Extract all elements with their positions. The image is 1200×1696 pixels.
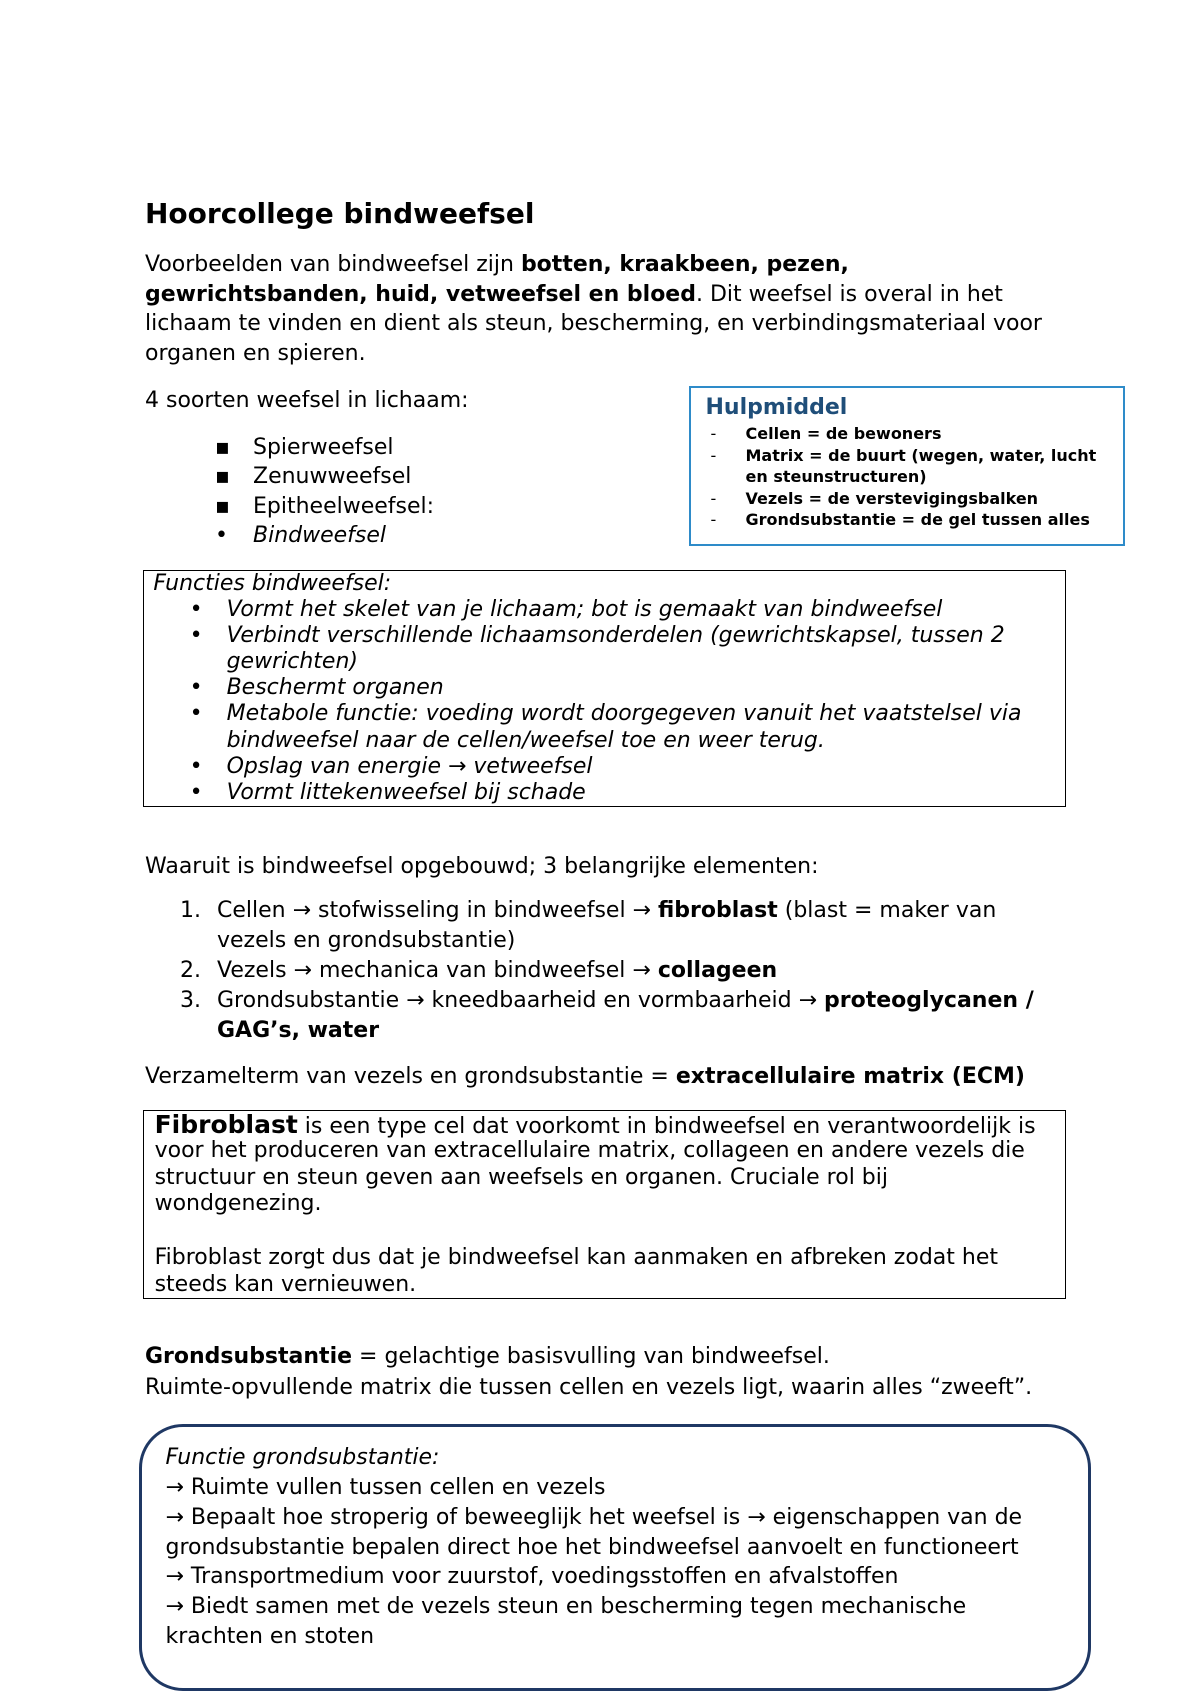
tissue-list-item bbox=[145, 521, 434, 551]
text-line bbox=[217, 896, 1034, 926]
function-item bbox=[144, 675, 1065, 701]
square-bullet-icon: ▪ bbox=[215, 434, 230, 460]
text-line bbox=[166, 1622, 1023, 1652]
list-item-text bbox=[746, 488, 1124, 510]
list-item-text bbox=[217, 896, 1034, 956]
text-run: Verzamelterm van vezels en grondsubstantie = bbox=[145, 1064, 676, 1089]
text-line bbox=[217, 986, 1034, 1016]
text-line bbox=[145, 280, 1042, 310]
list-item-text bbox=[227, 623, 1065, 675]
text-run: → Ruimte vullen tussen cellen en vezels bbox=[165, 1475, 606, 1501]
text-line bbox=[145, 339, 1042, 369]
text-run: . Dit weefsel is overal in het bbox=[695, 281, 1003, 307]
text-line bbox=[746, 445, 1124, 467]
text-run: → Transportmedium voor zuurstof, voedingsstoffen en afvalstoffen bbox=[165, 1564, 899, 1590]
text-line bbox=[166, 1473, 1023, 1503]
text-run: bindweefsel naar de cellen/weefsel toe en weer terug. bbox=[226, 727, 825, 753]
text-line bbox=[746, 423, 1124, 445]
text-run: Matrix = de buurt (wegen, water, lucht bbox=[745, 445, 1097, 465]
hulpmiddel-item bbox=[691, 488, 1123, 510]
text-line bbox=[253, 433, 434, 463]
text-line bbox=[145, 309, 1042, 339]
text-run: Bindweefsel bbox=[253, 523, 387, 548]
ground-substance-functions-heading: Functie grondsubstantie: bbox=[165, 1445, 440, 1471]
text-run: krachten en stoten bbox=[165, 1624, 375, 1650]
text-line bbox=[166, 1562, 1023, 1592]
text-run: Zenuwweefsel bbox=[253, 464, 412, 489]
tissue-list-item bbox=[145, 433, 434, 463]
list-number: 2. bbox=[180, 957, 201, 983]
list-item-text bbox=[253, 521, 434, 551]
ground-substance-functions-box bbox=[139, 1424, 1091, 1691]
ground-substance-definition bbox=[145, 1342, 1032, 1403]
text-run: Vormt littekenweefsel bij schade bbox=[226, 780, 586, 805]
text-run: gewrichten) bbox=[226, 649, 358, 675]
text-run: Vormt het skelet van je lichaam; bot is gemaakt van bindweefsel bbox=[226, 596, 943, 622]
text-line bbox=[217, 926, 1034, 956]
bold-term: GAG’s, water bbox=[217, 1017, 380, 1043]
text-run: Epitheelweefsel: bbox=[253, 493, 435, 519]
text-run: → Biedt samen met de vezels steun en bescherming tegen mechanische bbox=[165, 1594, 967, 1620]
square-bullet-icon: ▪ bbox=[215, 493, 230, 519]
structure-item bbox=[145, 986, 1034, 1046]
text-line bbox=[155, 1112, 1036, 1138]
bold-term: botten, kraakbeen, pezen, bbox=[520, 252, 849, 278]
bold-term: Grondsubstantie bbox=[145, 1344, 353, 1370]
text-run: organen en spieren. bbox=[145, 340, 366, 366]
text-line bbox=[746, 488, 1124, 510]
text-run: grondsubstantie bepalen direct hoe het bindweefsel aanvoelt en functioneert bbox=[165, 1534, 1019, 1560]
tissues-heading: 4 soorten weefsel in lichaam: bbox=[145, 387, 469, 413]
bold-term: Fibroblast bbox=[154, 1110, 298, 1140]
function-item bbox=[144, 754, 1065, 780]
list-number: 3. bbox=[180, 987, 201, 1013]
bullet-icon: • bbox=[189, 596, 203, 622]
text-line bbox=[253, 492, 434, 522]
text-line bbox=[155, 1191, 1036, 1217]
square-bullet-icon: ▪ bbox=[215, 464, 230, 489]
hulpmiddel-item bbox=[691, 423, 1123, 445]
text-line bbox=[746, 466, 1124, 488]
dash-marker: - bbox=[710, 488, 717, 508]
text-line bbox=[253, 521, 434, 551]
text-run: voor het produceren van extracellulaire matrix, collageen en andere vezels die bbox=[154, 1138, 1025, 1164]
tissue-list-item bbox=[145, 492, 434, 522]
text-line bbox=[155, 1272, 998, 1298]
text-line bbox=[166, 1533, 1023, 1563]
dash-marker: - bbox=[710, 424, 717, 443]
text-run: = gelachtige basisvulling van bindweefsel. bbox=[352, 1344, 830, 1370]
text-run: Spierweefsel bbox=[253, 434, 394, 460]
dash-marker: - bbox=[710, 445, 717, 465]
text-run: en steunstructuren) bbox=[745, 467, 927, 486]
text-line bbox=[217, 956, 1034, 986]
function-item bbox=[144, 701, 1065, 753]
bold-term: extracellulaire matrix (ECM) bbox=[675, 1064, 1025, 1089]
text-line bbox=[227, 728, 1065, 754]
text-run: Grondsubstantie → kneedbaarheid en vormbaarheid → bbox=[217, 987, 825, 1013]
hulpmiddel-title: Hulpmiddel bbox=[705, 394, 848, 420]
square-bullet-icon: • bbox=[215, 523, 228, 548]
ground-substance-functions-lines bbox=[166, 1473, 1023, 1652]
tissue-types-list bbox=[145, 433, 434, 551]
ground-substance-functions-content bbox=[166, 1443, 1023, 1652]
list-item-text bbox=[253, 492, 434, 522]
bullet-icon: • bbox=[189, 753, 203, 779]
text-line bbox=[166, 1503, 1023, 1533]
structure-item bbox=[145, 956, 1034, 986]
dash-marker: - bbox=[710, 510, 717, 529]
list-item-text bbox=[217, 986, 1034, 1046]
text-line bbox=[155, 1245, 998, 1271]
text-run: structuur en steun geven aan weefsels en organen. Cruciale rol bij bbox=[154, 1164, 888, 1190]
text-run: Metabole functie: voeding wordt doorgegeven vanuit het vaatstelsel via bbox=[226, 701, 1022, 727]
ecm-definition bbox=[145, 1062, 1025, 1092]
text-line bbox=[746, 509, 1124, 531]
text-line bbox=[217, 1016, 1034, 1046]
text-run: → Bepaalt hoe stroperig of beweeglijk het weefsel is → eigenschappen van de bbox=[165, 1504, 1023, 1530]
list-item-text bbox=[227, 780, 1065, 806]
text-line bbox=[155, 1165, 1036, 1191]
bullet-icon: • bbox=[189, 675, 203, 701]
function-item bbox=[144, 780, 1065, 806]
bullet-icon: • bbox=[189, 780, 203, 805]
hulpmiddel-box bbox=[689, 386, 1125, 546]
hulpmiddel-item bbox=[691, 445, 1123, 488]
fibroblast-box bbox=[143, 1110, 1066, 1299]
list-item-text bbox=[227, 597, 1065, 623]
text-line bbox=[166, 1592, 1023, 1622]
bold-term: fibroblast bbox=[658, 897, 778, 923]
function-item bbox=[144, 623, 1065, 675]
text-line bbox=[227, 623, 1065, 649]
text-run: Verbindt verschillende lichaamsonderdelen (gewrichtskapsel, tussen 2 bbox=[226, 622, 1005, 648]
list-number: 1. bbox=[180, 897, 201, 923]
bold-term: gewrichtsbanden, huid, vetweefsel en bloed bbox=[145, 281, 696, 307]
page-title: Hoorcollege bindweefsel bbox=[145, 197, 535, 230]
functions-list bbox=[144, 597, 1065, 807]
bullet-icon: • bbox=[189, 701, 203, 727]
structure-numbered-list bbox=[145, 896, 1034, 1046]
text-run: vezels en grondsubstantie) bbox=[217, 927, 516, 953]
text-line bbox=[253, 462, 434, 492]
functions-box bbox=[143, 570, 1066, 807]
text-run: wondgenezing. bbox=[154, 1190, 322, 1216]
list-item-text bbox=[227, 701, 1065, 753]
text-run: Opslag van energie → vetweefsel bbox=[226, 753, 593, 779]
text-run: Ruimte-opvullende matrix die tussen cellen en vezels ligt, waarin alles “zweeft”. bbox=[145, 1374, 1033, 1400]
fibroblast-note bbox=[155, 1245, 998, 1297]
list-item-text bbox=[227, 675, 1065, 701]
list-item-text bbox=[746, 423, 1124, 445]
hulpmiddel-item bbox=[691, 509, 1123, 531]
text-run: Cellen → stofwisseling in bindweefsel → bbox=[217, 897, 658, 923]
text-run: Voorbeelden van bindweefsel zijn bbox=[145, 252, 521, 278]
list-item-text bbox=[746, 445, 1124, 488]
list-item-text bbox=[227, 754, 1065, 780]
tissue-list-item bbox=[145, 462, 434, 492]
text-run: (blast = maker van bbox=[777, 897, 997, 923]
list-item-text bbox=[746, 509, 1124, 531]
text-line bbox=[227, 597, 1065, 623]
text-line bbox=[227, 701, 1065, 727]
text-line bbox=[227, 754, 1065, 780]
text-line bbox=[227, 780, 1065, 806]
text-line bbox=[145, 1373, 1032, 1404]
structure-heading: Waaruit is bindweefsel opgebouwd; 3 belangrijke elementen: bbox=[145, 853, 819, 879]
text-run: Vezels → mechanica van bindweefsel → bbox=[217, 957, 658, 983]
text-run: is een type cel dat voorkomt in bindweefsel en verantwoordelijk is bbox=[297, 1114, 1036, 1140]
text-run: lichaam te vinden en dient als steun, bescherming, en verbindingsmateriaal voor bbox=[145, 311, 1042, 337]
text-line bbox=[145, 1342, 1032, 1373]
fibroblast-description bbox=[155, 1112, 1036, 1217]
text-line bbox=[145, 250, 1042, 280]
text-line bbox=[145, 1062, 1025, 1092]
bold-term: proteoglycanen / bbox=[824, 987, 1034, 1013]
text-line bbox=[155, 1138, 1036, 1164]
text-run: Vezels = de verstevigingsbalken bbox=[745, 488, 1039, 508]
text-line bbox=[227, 649, 1065, 675]
functions-heading: Functies bindweefsel: bbox=[153, 570, 392, 596]
bold-term: collageen bbox=[657, 957, 778, 983]
text-line bbox=[227, 675, 1065, 701]
list-item-text bbox=[217, 956, 1034, 986]
hulpmiddel-list bbox=[691, 423, 1123, 531]
list-item-text bbox=[253, 462, 434, 492]
text-run: Grondsubstantie = de gel tussen alles bbox=[745, 510, 1090, 529]
list-item-text bbox=[253, 433, 434, 463]
text-run: Beschermt organen bbox=[226, 675, 444, 701]
structure-item bbox=[145, 896, 1034, 956]
text-run: Fibroblast zorgt dus dat je bindweefsel kan aanmaken en afbreken zodat het bbox=[154, 1245, 998, 1271]
bullet-icon: • bbox=[189, 622, 203, 648]
text-run: Cellen = de bewoners bbox=[745, 424, 942, 443]
intro-paragraph bbox=[145, 250, 1042, 368]
text-run: steeds kan vernieuwen. bbox=[154, 1271, 417, 1297]
function-item bbox=[144, 597, 1065, 623]
